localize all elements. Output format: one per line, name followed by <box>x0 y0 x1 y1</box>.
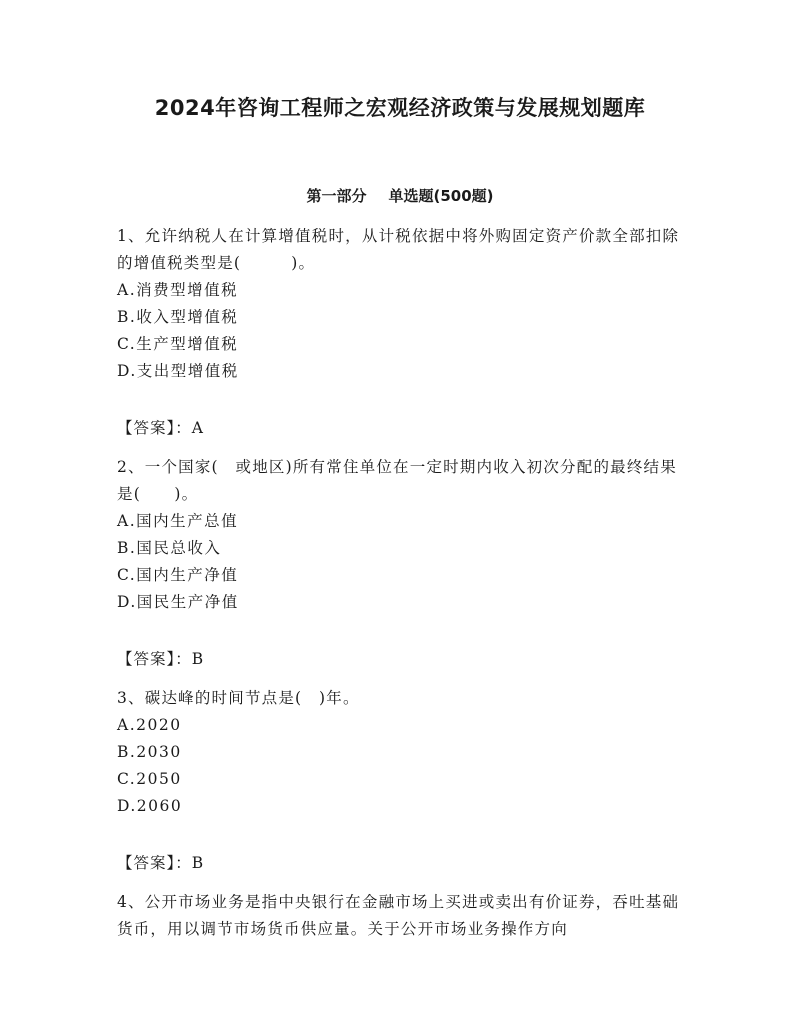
section-type: 单选题(500题) <box>388 187 494 205</box>
question-list <box>117 223 687 943</box>
question-1 <box>117 223 687 442</box>
answer-value: A <box>191 419 204 437</box>
question-3 <box>117 685 687 877</box>
section-part: 第一部分 <box>306 187 367 205</box>
option-c: C.国内生产净值 <box>117 566 239 584</box>
option-b: B.2030 <box>117 743 182 761</box>
question-2 <box>117 454 687 673</box>
option-a: A.2020 <box>117 716 182 734</box>
document-title: 2024年咨询工程师之宏观经济政策与发展规划题库 <box>154 96 646 120</box>
answer-line <box>117 850 687 877</box>
option-c: C.2050 <box>117 770 182 788</box>
question-stem: 2、一个国家( 或地区)所有常住单位在一定时期内收入初次分配的最终结果是( )。 <box>117 458 677 503</box>
option-b: B.收入型增值税 <box>117 308 239 326</box>
option-d: D.国民生产净值 <box>117 593 239 611</box>
option-d: D.支出型增值税 <box>117 362 239 380</box>
question-stem: 4、公开市场业务是指中央银行在金融市场上买进或卖出有价证券，吞吐基础货币，用以调节市场货币供应量。关于公开市场业务操作方向 <box>117 893 680 938</box>
answer-label: 【答案】： <box>117 854 192 872</box>
answer-line <box>117 646 687 673</box>
option-d: D.2060 <box>117 797 183 815</box>
answer-value: B <box>191 650 205 668</box>
answer-line <box>117 415 687 442</box>
section-title <box>0 185 800 206</box>
answer-label: 【答案】： <box>117 650 192 668</box>
option-c: C.生产型增值税 <box>117 335 239 353</box>
answer-label: 【答案】： <box>117 419 192 437</box>
option-a: A.国内生产总值 <box>117 512 239 530</box>
question-4 <box>117 889 687 943</box>
question-stem: 1、允许纳税人在计算增值税时，从计税依据中将外购固定资产价款全部扣除的增值税类型是( )。 <box>117 227 680 272</box>
question-stem: 3、碳达峰的时间节点是( )年。 <box>117 689 360 707</box>
option-a: A.消费型增值税 <box>117 281 239 299</box>
answer-value: B <box>191 854 205 872</box>
option-b: B.国民总收入 <box>117 539 222 557</box>
